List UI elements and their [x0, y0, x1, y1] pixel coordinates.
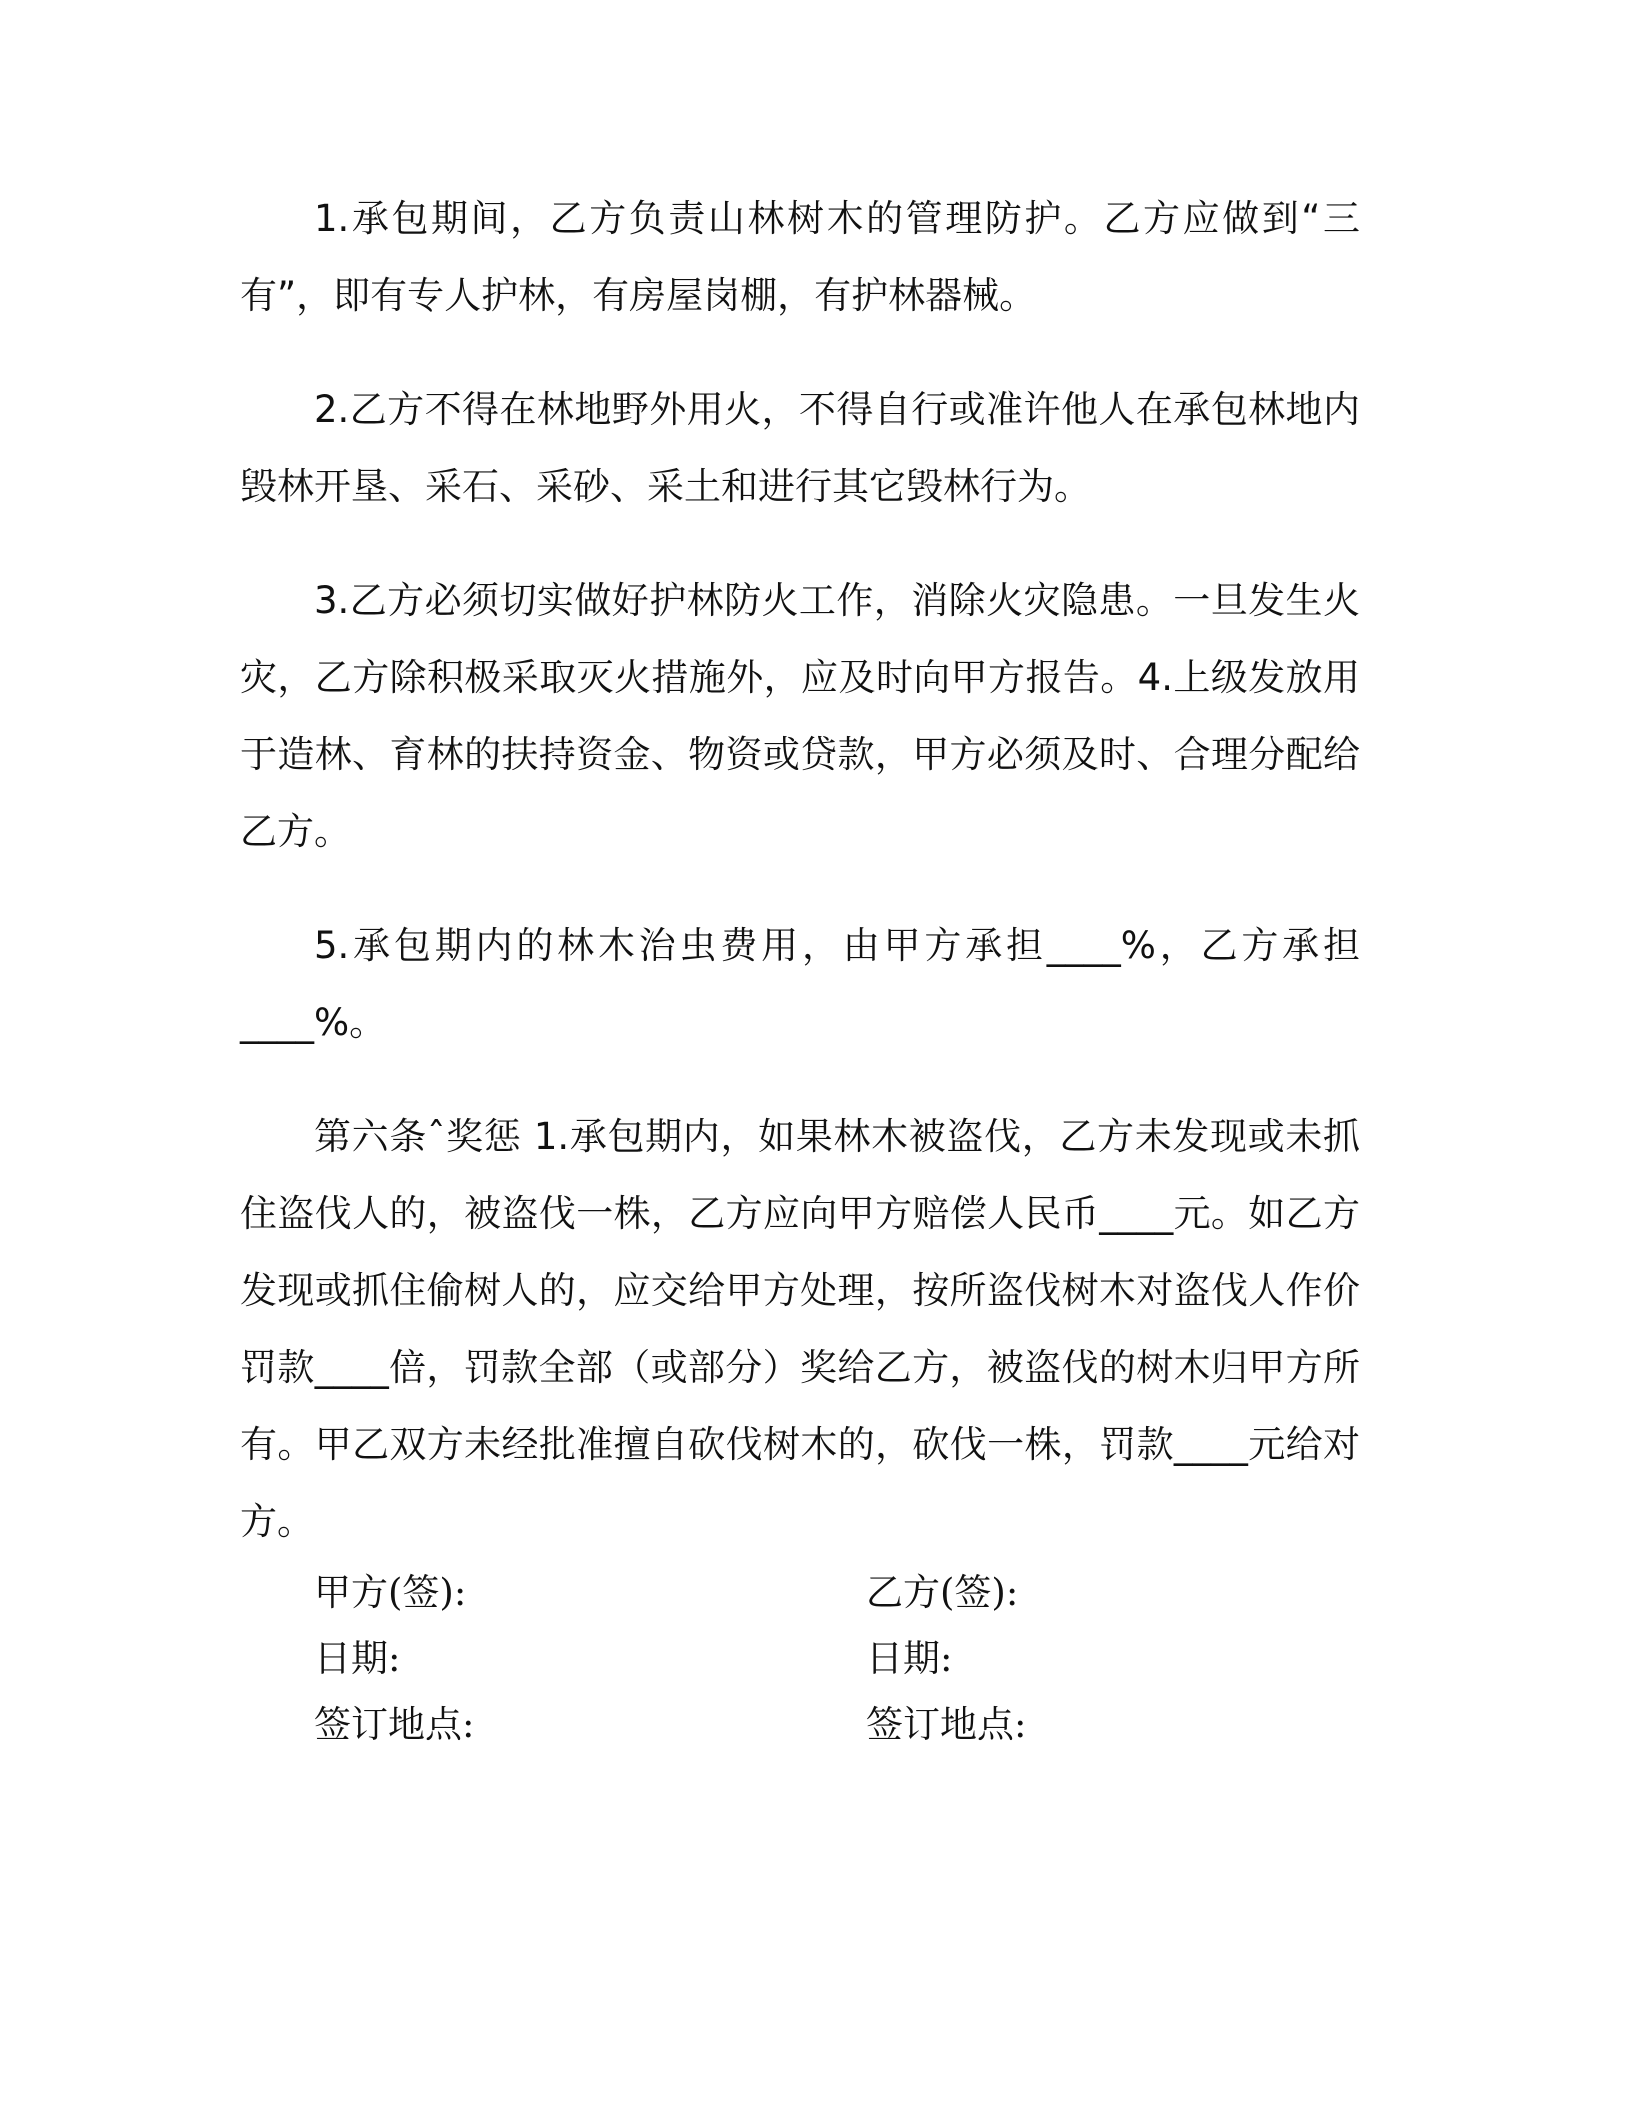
party-a-date-label: 日期: — [314, 1637, 401, 1680]
paragraph-article-six-rewards-penalties: 第六条ˆ奖惩 1.承包期内，如果林木被盗伐，乙方未发现或未抓住盗伐人的，被盗伐一株，乙方应向甲方赔偿人民币____元。如乙方发现或抓住偷树人的，应交给甲方处理，按所盗伐树木对盗伐人作价罚款____倍，罚款全部（或部分）奖给乙方，被盗伐的树木归甲方所有。甲乙双方未经批准擅自砍伐树木的，砍伐一株，罚款____元给对方。 — [240, 1115, 1360, 1543]
paragraph-pest-control-cost: 5.承包期内的林木治虫费用，由甲方承担____%，乙方承担____%。 — [240, 924, 1360, 1044]
party-a-place-label: 签订地点: — [314, 1703, 475, 1746]
party-b-date-label: 日期: — [866, 1637, 953, 1680]
place-row — [314, 1692, 1314, 1758]
date-row — [314, 1626, 1314, 1692]
paragraph-fire-prevention-funding: 3.乙方必须切实做好护林防火工作，消除火灾隐患。一旦发生火灾，乙方除积极采取灭火措施外，应及时向甲方报告。4.上级发放用于造林、育林的扶持资金、物资或贷款，甲方必须及时、合理分配给乙方。 — [240, 579, 1360, 853]
paragraph-management-protection: 1.承包期间，乙方负责山林树木的管理防护。乙方应做到“三有”，即有专人护林，有房屋岗棚，有护林器械。 — [240, 197, 1360, 317]
paragraph-no-fire-no-deforestation: 2.乙方不得在林地野外用火，不得自行或准许他人在承包林地内毁林开垦、采石、采砂、采土和进行其它毁林行为。 — [240, 388, 1360, 508]
party-a-signature-label: 甲方(签): — [314, 1571, 467, 1614]
document-body — [240, 180, 1360, 1597]
signature-block — [314, 1560, 1314, 1758]
party-b-signature-label: 乙方(签): — [866, 1571, 1019, 1614]
party-b-place-label: 签订地点: — [866, 1703, 1027, 1746]
signature-row — [314, 1560, 1314, 1626]
